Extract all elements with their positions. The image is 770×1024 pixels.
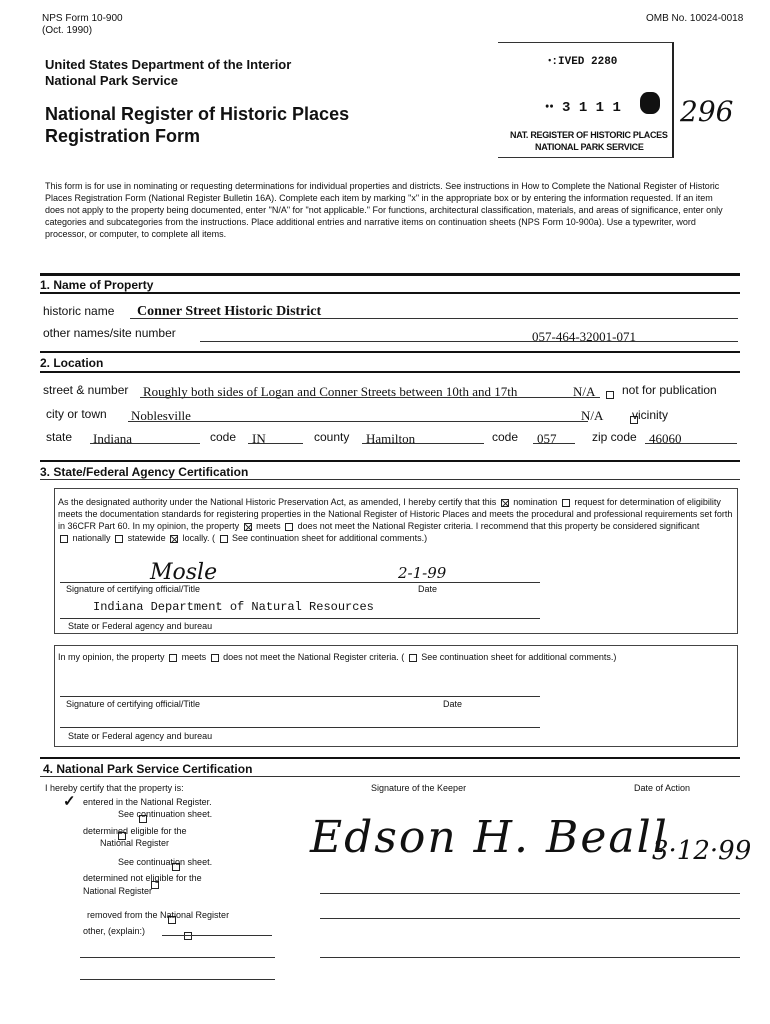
removed-label: removed from the National Register bbox=[87, 910, 230, 920]
county-label: county bbox=[314, 430, 350, 444]
not-eligible-label-1: determined not eligible for the bbox=[83, 873, 202, 883]
agency-value: Indiana Department of Natural Resources bbox=[93, 600, 374, 614]
street-underline bbox=[140, 397, 600, 398]
cert-text-1: As the designated authority under the National Historic Preservation Act, as amended, I hereby certify that this bbox=[58, 497, 497, 507]
hereby-label: I hereby certify that the property is: bbox=[45, 783, 184, 793]
keeper-label: Signature of the Keeper bbox=[371, 783, 467, 793]
nomination-checkbox[interactable] bbox=[501, 499, 509, 507]
street-na: N/A bbox=[573, 384, 596, 399]
keeper-signature: Edson H. Beall bbox=[310, 812, 669, 863]
section3-heading: 3. State/Federal Agency Certification bbox=[40, 465, 249, 479]
code-value: IN bbox=[252, 431, 266, 446]
section4-heading: 4. National Park Service Certification bbox=[43, 762, 253, 776]
opinion-text-2: does not meet the National Register criteria. ( bbox=[223, 652, 405, 662]
signature-label-2: Signature of certifying official/Title bbox=[66, 699, 201, 709]
other-names-label: other names/site number bbox=[43, 326, 176, 340]
date-of-action-label: Date of Action bbox=[634, 783, 691, 793]
city-value: Noblesville bbox=[131, 408, 191, 423]
signature-line-2 bbox=[60, 696, 540, 697]
section-rule bbox=[40, 460, 740, 462]
date-label: Date bbox=[418, 584, 438, 594]
section-rule bbox=[40, 371, 740, 373]
nomination-label: nomination bbox=[513, 497, 558, 507]
vicinity-label: vicinity bbox=[632, 408, 669, 422]
form-subtitle: Registration Form bbox=[45, 126, 201, 146]
signature-label: Signature of certifying official/Title bbox=[66, 584, 201, 594]
date-label-2: Date bbox=[443, 699, 463, 709]
form-number: NPS Form 10-900 bbox=[42, 13, 123, 24]
nationally-label: nationally bbox=[72, 533, 111, 543]
state-value: Indiana bbox=[93, 431, 132, 446]
section-rule bbox=[40, 351, 740, 353]
signature-line bbox=[60, 582, 540, 583]
not-for-publication-label: not for publication bbox=[622, 383, 717, 397]
continuation-checkbox[interactable] bbox=[220, 535, 228, 543]
other-label: other, (explain:) bbox=[83, 926, 146, 936]
section-rule bbox=[40, 757, 740, 759]
other-line bbox=[162, 935, 272, 936]
county-value: Hamilton bbox=[366, 431, 416, 446]
other-names-value: 057-464-32001-071 bbox=[532, 329, 636, 344]
not-meet-label: does not meet the National Register criteria. I recommend that this property be considered significant bbox=[297, 521, 700, 531]
section1-heading: 1. Name of Property bbox=[40, 278, 154, 292]
zip-value: 46060 bbox=[649, 431, 682, 446]
code-underline bbox=[248, 443, 303, 444]
opinion-not-meet-checkbox[interactable] bbox=[211, 654, 219, 662]
does-not-meet-checkbox[interactable] bbox=[285, 523, 293, 531]
stamp-line2: NATIONAL PARK SERVICE bbox=[535, 142, 644, 152]
see-continuation-1: See continuation sheet. bbox=[118, 809, 213, 819]
section2-heading: 2. Location bbox=[40, 356, 104, 370]
cert-text-2: request for determination of eligibility meets the documentation standards for registering properties in the National Register of Historic Places and meets the procedural and professional requirements set forth in 36CFR Part 60. In my opinion, the property bbox=[58, 497, 733, 531]
statewide-checkbox[interactable] bbox=[115, 535, 123, 543]
keeper-line-1 bbox=[320, 893, 740, 894]
historic-name-underline bbox=[130, 318, 738, 319]
other-names-underline bbox=[200, 341, 738, 342]
eligible-label-1: determined eligible for the bbox=[83, 826, 187, 836]
street-value: Roughly both sides of Logan and Conner Streets between 10th and 17th bbox=[143, 384, 518, 399]
section-rule bbox=[40, 292, 740, 294]
state-label: state bbox=[46, 430, 73, 444]
action-date: 3·12·99 bbox=[652, 836, 752, 866]
historic-name-label: historic name bbox=[43, 304, 115, 318]
form-date: (Oct. 1990) bbox=[42, 25, 93, 36]
opinion-meets-label: meets bbox=[181, 652, 207, 662]
meets-checkbox[interactable] bbox=[244, 523, 252, 531]
opinion-meets-checkbox[interactable] bbox=[169, 654, 177, 662]
not-for-publication-checkbox[interactable] bbox=[606, 391, 614, 399]
stamp-received: ꞏ:IVED 2280 bbox=[548, 56, 618, 68]
meets-label: meets bbox=[256, 521, 281, 531]
intro-paragraph: This form is for use in nominating or requesting determinations for individual properties and districts. See instructions in How to Complete the National Register of Historic Places Registration Form (National Register Bulletin 16A). Complete each item by marking "x" in the appropriate box or by entering the information requested. If an item does not apply to the property being documented, enter "N/A" for "not applicable." For functions, architectural classification, materials, and areas of significance, enter only categories and subcategories from the instructions. Place additional entries and narrative items on continuation sheets (NPS Form 10-900a). Use a typewriter, word processor, or computer, to complete all items. bbox=[45, 181, 723, 239]
street-label: street & number bbox=[43, 383, 129, 397]
code2-underline bbox=[533, 443, 575, 444]
keeper-line-3 bbox=[320, 957, 740, 958]
stamp-ink-blot bbox=[640, 92, 660, 114]
agency-label: State or Federal agency and bureau bbox=[68, 621, 213, 631]
state-underline bbox=[90, 443, 200, 444]
other-line-3 bbox=[80, 979, 275, 980]
handwritten-number: 296 bbox=[680, 95, 734, 128]
agency-label-2: State or Federal agency and bureau bbox=[68, 731, 213, 741]
statewide-label: statewide bbox=[127, 533, 166, 543]
code-label: code bbox=[210, 430, 237, 444]
other-line-2 bbox=[80, 957, 275, 958]
entered-label: entered in the National Register. bbox=[83, 797, 212, 807]
form-title: National Register of Historic Places bbox=[45, 104, 350, 124]
continuation-label: See continuation sheet for additional comments.) bbox=[232, 533, 428, 543]
keeper-line-2 bbox=[320, 918, 740, 919]
opinion-continuation-label: See continuation sheet for additional comments.) bbox=[421, 652, 617, 662]
request-checkbox[interactable] bbox=[562, 499, 570, 507]
agency-name: National Park Service bbox=[45, 73, 178, 88]
section-rule bbox=[40, 776, 740, 777]
check-mark-icon: ✓ bbox=[63, 793, 76, 810]
section-rule bbox=[40, 273, 740, 276]
county-underline bbox=[362, 443, 484, 444]
stamp-date: ꞏꞏ 3 1 1 1 bbox=[545, 100, 621, 116]
city-na: N/A bbox=[581, 408, 604, 423]
historic-name-value: Conner Street Historic District bbox=[137, 304, 322, 319]
eligible-label-2: National Register bbox=[100, 838, 170, 848]
department-name: United States Department of the Interior bbox=[45, 57, 292, 72]
certification-text bbox=[58, 496, 734, 544]
not-eligible-label-2: National Register bbox=[83, 886, 153, 896]
city-label: city or town bbox=[46, 407, 107, 421]
nationally-checkbox[interactable] bbox=[60, 535, 68, 543]
locally-checkbox[interactable] bbox=[170, 535, 178, 543]
opinion-continuation-checkbox[interactable] bbox=[409, 654, 417, 662]
zip-underline bbox=[645, 443, 737, 444]
section-rule bbox=[40, 479, 740, 480]
omb-number: OMB No. 10024-0018 bbox=[646, 13, 744, 24]
agency-line-2 bbox=[60, 727, 540, 728]
opinion-text bbox=[58, 651, 728, 663]
locally-label: locally. ( bbox=[182, 533, 215, 543]
signature-date: 2-1-99 bbox=[398, 564, 447, 582]
code2-label: code bbox=[492, 430, 519, 444]
stamp-line1: NAT. REGISTER OF HISTORIC PLACES bbox=[510, 130, 668, 140]
zip-label: zip code bbox=[592, 430, 637, 444]
certifying-signature: Mosle bbox=[150, 560, 218, 585]
opinion-text-1: In my opinion, the property bbox=[58, 652, 165, 662]
see-continuation-2: See continuation sheet. bbox=[118, 857, 213, 867]
agency-line bbox=[60, 618, 540, 619]
city-underline bbox=[128, 421, 588, 422]
code2-value: 057 bbox=[537, 431, 557, 446]
